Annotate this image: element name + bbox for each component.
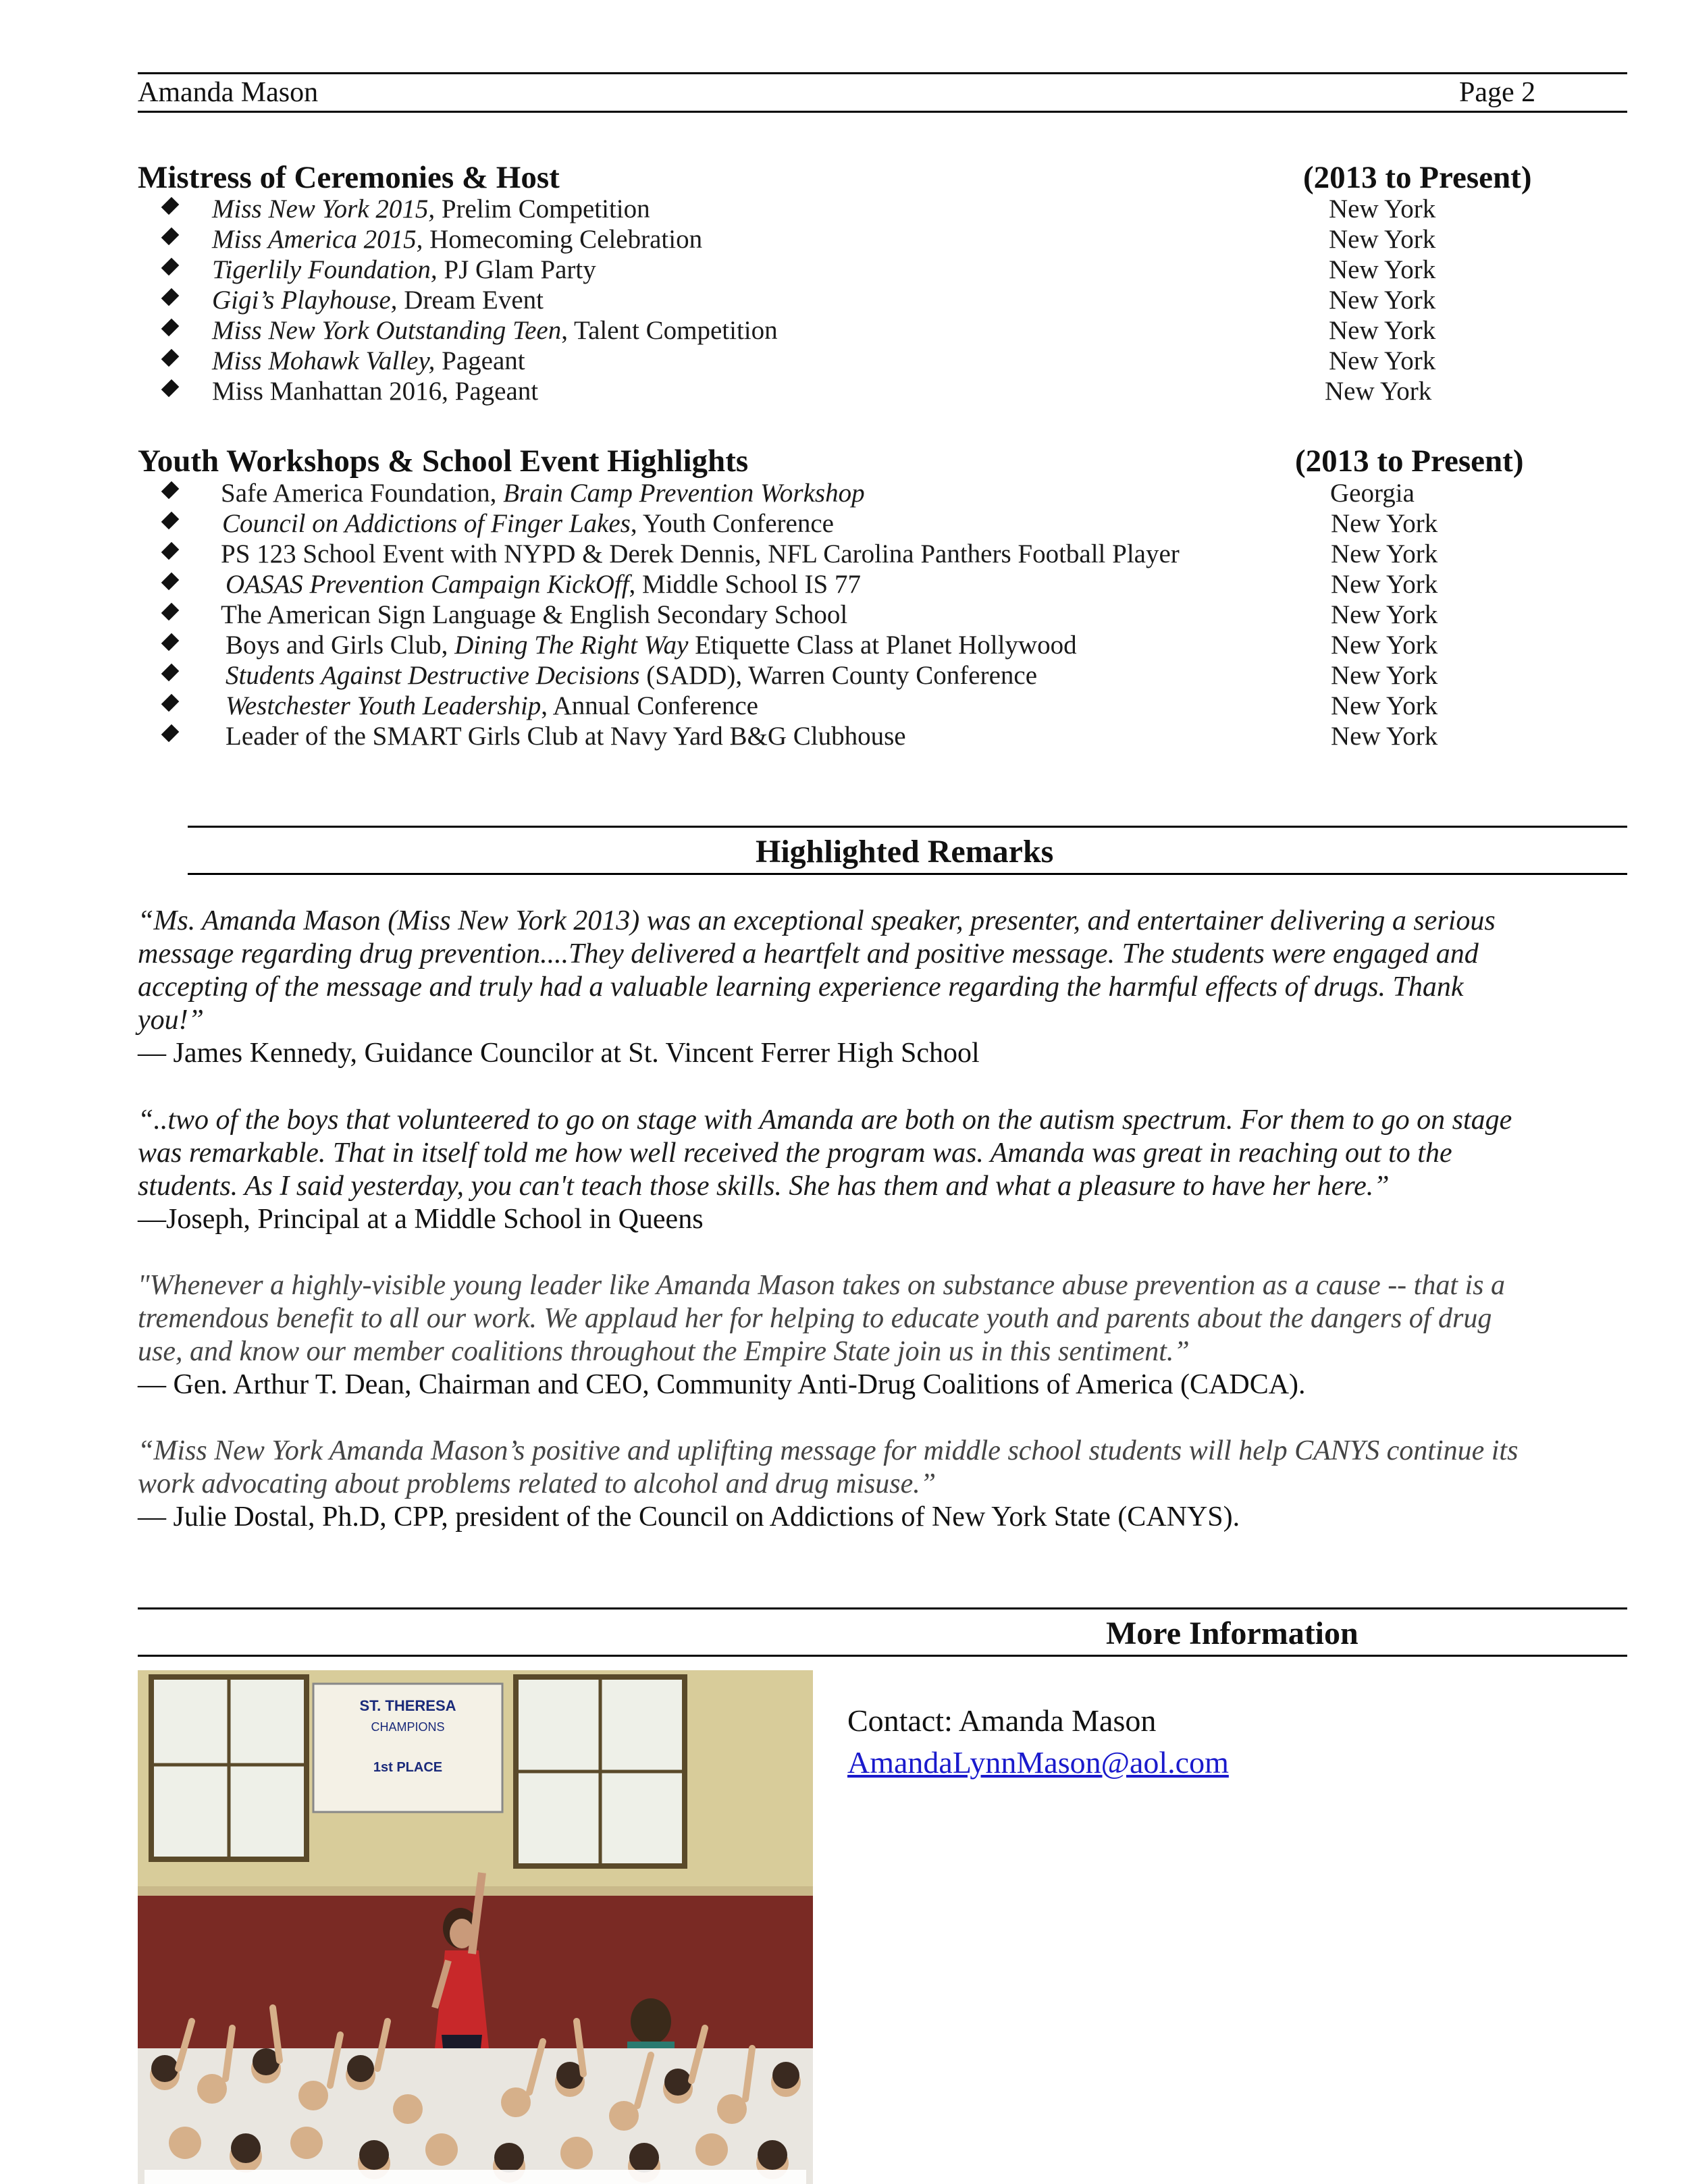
email-link[interactable]: AmandaLynnMason@aol.com bbox=[847, 1745, 1229, 1780]
mistress-item-location: New York bbox=[1329, 255, 1436, 284]
diamond-bullet-icon bbox=[161, 228, 180, 246]
mistress-section-dates: (2013 to Present) bbox=[1303, 160, 1532, 195]
mistress-item-location: New York bbox=[1329, 225, 1436, 254]
mistress-item-text: Miss New York 2015, Prelim Competition bbox=[212, 194, 650, 223]
youth-item-text: PS 123 School Event with NYPD & Derek Dennis, NFL Carolina Panthers Football Player bbox=[221, 539, 1180, 568]
diamond-bullet-icon bbox=[161, 542, 180, 560]
diamond-bullet-icon bbox=[161, 319, 180, 337]
diamond-bullet-icon bbox=[161, 633, 180, 651]
diamond-bullet-icon bbox=[161, 349, 180, 367]
quote-line: was remarkable. That in itself told me how well received the program was. Amanda was great in reaching out to the bbox=[138, 1138, 1452, 1169]
youth-item-text: Students Against Destructive Decisions (SADD), Warren County Conference bbox=[226, 661, 1038, 690]
diamond-bullet-icon bbox=[161, 481, 180, 500]
diamond-bullet-icon bbox=[161, 694, 180, 712]
page-number: Page 2 bbox=[1459, 77, 1536, 108]
youth-item bbox=[0, 539, 1688, 569]
quote-line: “Ms. Amanda Mason (Miss New York 2013) was an exceptional speaker, presenter, and entertainer delivering a serious bbox=[138, 905, 1496, 936]
quote-line: you!” bbox=[138, 1005, 204, 1036]
youth-item-location: New York bbox=[1331, 600, 1438, 629]
mistress-item bbox=[0, 376, 1688, 406]
mistress-section-title: Mistress of Ceremonies & Host bbox=[138, 160, 560, 195]
youth-item-location: New York bbox=[1331, 509, 1438, 538]
youth-item-text: Safe America Foundation, Brain Camp Prevention Workshop bbox=[221, 479, 865, 508]
mistress-item-text: Miss America 2015, Homecoming Celebration bbox=[212, 225, 703, 254]
diamond-bullet-icon bbox=[161, 197, 180, 215]
youth-item bbox=[0, 721, 1688, 751]
contact-label: Contact: Amanda Mason bbox=[847, 1703, 1157, 1738]
youth-item-text: Westchester Youth Leadership, Annual Conference bbox=[226, 691, 758, 720]
diamond-bullet-icon bbox=[161, 572, 180, 591]
diamond-bullet-icon bbox=[161, 379, 180, 398]
youth-item-location: New York bbox=[1331, 539, 1438, 568]
mistress-item bbox=[0, 194, 1688, 224]
svg-text:CHAMPIONS: CHAMPIONS bbox=[371, 1720, 445, 1734]
remarks-rule-bottom bbox=[188, 873, 1627, 875]
mistress-item-location: New York bbox=[1329, 286, 1436, 315]
youth-section-title: Youth Workshops & School Event Highlights bbox=[138, 444, 749, 479]
mistress-item bbox=[0, 255, 1688, 285]
youth-item-location: New York bbox=[1331, 631, 1438, 660]
moreinfo-rule-top bbox=[138, 1607, 1627, 1609]
youth-item-location: New York bbox=[1331, 722, 1438, 751]
moreinfo-rule-bottom bbox=[138, 1655, 1627, 1657]
mistress-item-text: Gigi’s Playhouse, Dream Event bbox=[212, 286, 544, 315]
diamond-bullet-icon bbox=[161, 512, 180, 530]
header-name: Amanda Mason bbox=[138, 77, 319, 108]
youth-item-text: Council on Addictions of Finger Lakes, Youth Conference bbox=[222, 509, 834, 538]
youth-item bbox=[0, 630, 1688, 660]
quote-line: work advocating about problems related to alcohol and drug misuse.” bbox=[138, 1468, 937, 1499]
quote-line: “..two of the boys that volunteered to go on stage with Amanda are both on the autism spectrum. For them to go on stage bbox=[138, 1104, 1512, 1136]
header-rule-top bbox=[138, 72, 1627, 74]
quote-line: tremendous benefit to all our work. We applaud her for helping to educate youth and parents about the dangers of drug bbox=[138, 1303, 1492, 1334]
mistress-item-text: Miss Manhattan 2016, Pageant bbox=[212, 377, 539, 406]
diamond-bullet-icon bbox=[161, 664, 180, 682]
mistress-item-text: Tigerlily Foundation, PJ Glam Party bbox=[212, 255, 596, 284]
quote-line: accepting of the message and truly had a valuable learning experience regarding the harmful effects of drugs. Thank bbox=[138, 971, 1464, 1003]
youth-item bbox=[0, 478, 1688, 508]
quote-attribution: —Joseph, Principal at a Middle School in Queens bbox=[138, 1204, 704, 1235]
mistress-item-location: New York bbox=[1329, 346, 1436, 375]
quote-line: "Whenever a highly-visible young leader like Amanda Mason takes on substance abuse prevention as a cause -- that is a bbox=[138, 1270, 1506, 1301]
quote-line: use, and know our member coalitions throughout the Empire State join us in this sentiment.” bbox=[138, 1336, 1190, 1367]
mistress-item bbox=[0, 346, 1688, 376]
youth-item-location: New York bbox=[1331, 570, 1438, 599]
svg-text:1st PLACE: 1st PLACE bbox=[373, 1760, 443, 1775]
header-rule-bottom bbox=[138, 111, 1627, 113]
youth-item bbox=[0, 660, 1688, 691]
quote-attribution: — James Kennedy, Guidance Councilor at St. Vincent Ferrer High School bbox=[138, 1038, 980, 1069]
mistress-item bbox=[0, 224, 1688, 255]
youth-item-text: The American Sign Language & English Secondary School bbox=[221, 600, 848, 629]
youth-section-dates: (2013 to Present) bbox=[1295, 444, 1524, 479]
youth-item bbox=[0, 569, 1688, 600]
mistress-item-location: New York bbox=[1325, 377, 1432, 406]
youth-item-text: OASAS Prevention Campaign KickOff, Middle School IS 77 bbox=[226, 570, 861, 599]
mistress-item bbox=[0, 315, 1688, 346]
diamond-bullet-icon bbox=[161, 724, 180, 743]
diamond-bullet-icon bbox=[161, 288, 180, 307]
mistress-item-location: New York bbox=[1329, 316, 1436, 345]
mistress-item-text: Miss New York Outstanding Teen, Talent Competition bbox=[212, 316, 778, 345]
quote-line: students. As I said yesterday, you can't teach those skills. She has them and what a pleasure to have her here.” bbox=[138, 1171, 1390, 1202]
quote-line: message regarding drug prevention....They delivered a heartfelt and positive message. The students were engaged and bbox=[138, 938, 1479, 969]
youth-item-text: Leader of the SMART Girls Club at Navy Yard B&G Clubhouse bbox=[226, 722, 906, 751]
youth-item-location: New York bbox=[1331, 691, 1438, 720]
mistress-item-text: Miss Mohawk Valley, Pageant bbox=[212, 346, 525, 375]
quote-line: “Miss New York Amanda Mason’s positive and uplifting message for middle school students will help CANYS continue its bbox=[138, 1435, 1519, 1466]
youth-item-location: Georgia bbox=[1330, 479, 1415, 508]
svg-text:ST. THERESA: ST. THERESA bbox=[359, 1697, 456, 1714]
quote-attribution: — Julie Dostal, Ph.D, CPP, president of the Council on Addictions of New York State (CANYS). bbox=[138, 1501, 1240, 1533]
youth-item-text: Boys and Girls Club, Dining The Right Way Etiquette Class at Planet Hollywood bbox=[226, 631, 1077, 660]
youth-item-location: New York bbox=[1331, 661, 1438, 690]
diamond-bullet-icon bbox=[161, 258, 180, 276]
youth-item bbox=[0, 600, 1688, 630]
mistress-item-location: New York bbox=[1329, 194, 1436, 223]
diamond-bullet-icon bbox=[161, 603, 180, 621]
moreinfo-title: More Information bbox=[1106, 1616, 1359, 1651]
remarks-title: Highlighted Remarks bbox=[756, 834, 1054, 870]
quote-attribution: — Gen. Arthur T. Dean, Chairman and CEO, Community Anti-Drug Coalitions of America (CADCA). bbox=[138, 1369, 1306, 1400]
youth-item bbox=[0, 691, 1688, 721]
speaker-photo bbox=[138, 1670, 813, 2184]
mistress-item bbox=[0, 285, 1688, 315]
youth-item bbox=[0, 508, 1688, 539]
remarks-rule-top bbox=[188, 826, 1627, 828]
